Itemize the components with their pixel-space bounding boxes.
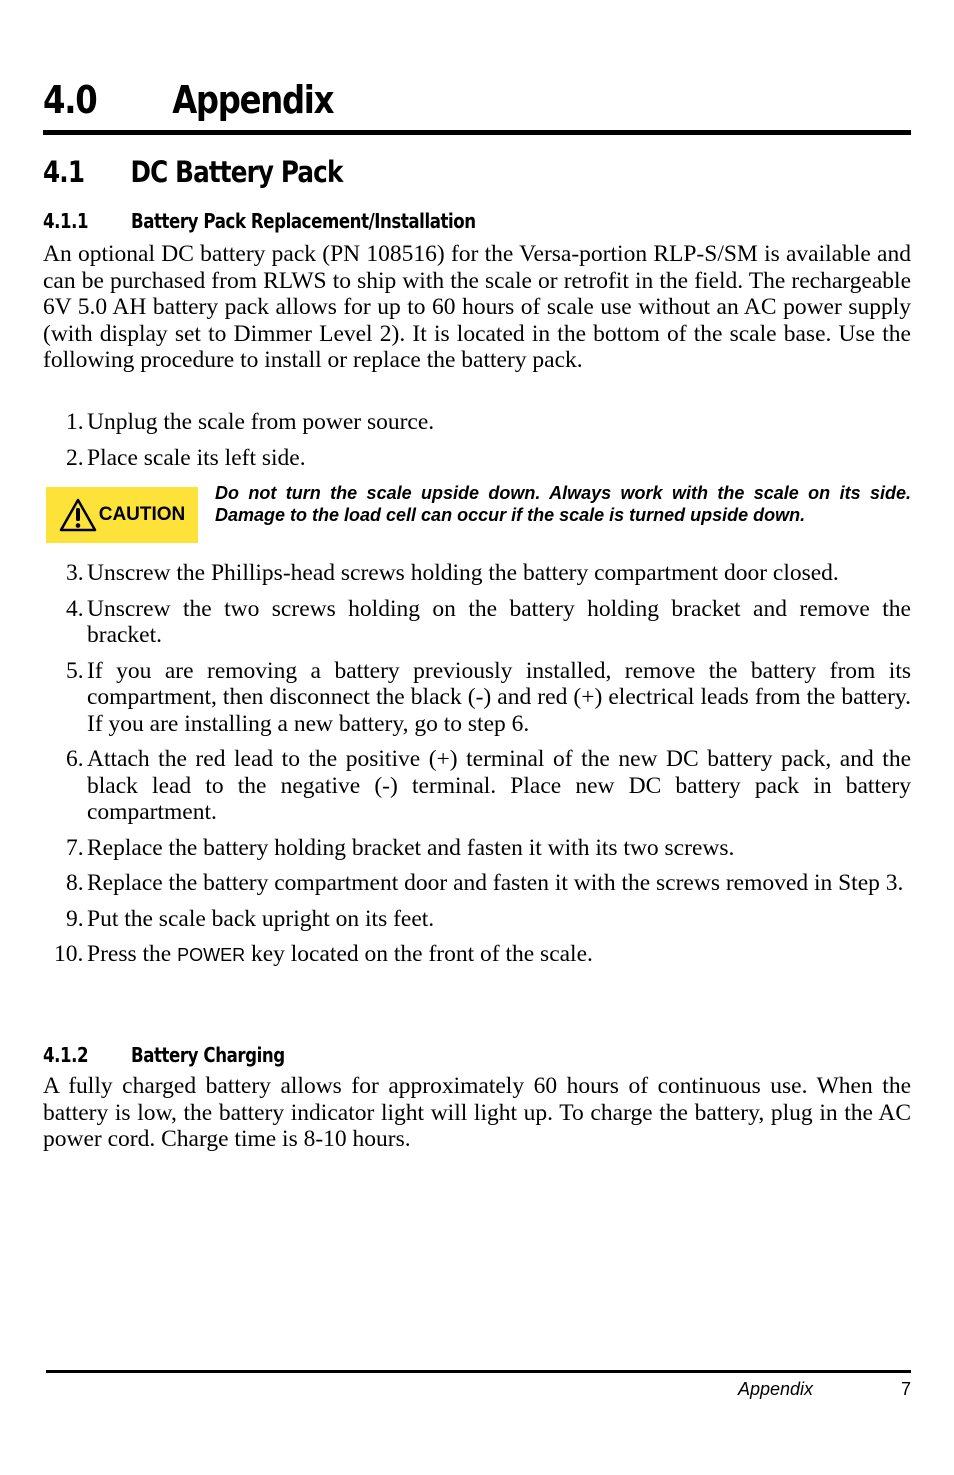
- footer-rule: [46, 1370, 911, 1373]
- heading-number: 4.1: [43, 155, 85, 189]
- list-item: 9. Put the scale back upright on its feet.: [66, 905, 435, 932]
- heading-battery-replacement: [43, 208, 476, 234]
- heading-title: Appendix: [172, 78, 334, 122]
- heading-battery-charging: [43, 1042, 285, 1068]
- heading-title: DC Battery Pack: [130, 155, 343, 189]
- heading-number: 4.0: [43, 78, 97, 122]
- document-page: [43, 0, 911, 1475]
- caution-label: CAUTION: [98, 504, 186, 525]
- warning-triangle-icon: [59, 498, 97, 532]
- list-item: 8. Replace the battery compartment door and fasten it with the screws removed in Step 3.: [66, 870, 904, 896]
- heading-rule: [43, 130, 911, 135]
- list-item: 7. Replace the battery holding bracket and fasten it with its two screws.: [66, 834, 735, 861]
- steps-list-top: [66, 409, 911, 471]
- heading-number: 4.1.1: [43, 209, 89, 233]
- list-item: 4. Unscrew the two screws holding on the battery holding bracket and remove the bracket.: [66, 595, 911, 648]
- heading-dc-battery-pack: [43, 153, 342, 191]
- list-item: 2. Place scale its left side.: [66, 444, 306, 471]
- heading-number: 4.1.2: [43, 1043, 89, 1067]
- power-key-label: POWER: [177, 945, 246, 965]
- heading-appendix: [43, 74, 781, 126]
- charging-paragraph: A fully charged battery allows for approximately 60 hours of continuous use. When the battery is low, the battery indicator light will light up. To charge the battery, plug in the AC power cord. Charge time is 8-10 hours.: [43, 1073, 911, 1152]
- list-item: 3. Unscrew the Phillips-head screws holding the battery compartment door closed.: [66, 560, 839, 586]
- list-item: 1. Unplug the scale from power source.: [66, 409, 435, 435]
- list-item: 5. If you are removing a battery previously installed, remove the battery from its compartment, then disconnect the black (-) and red (+) electrical leads from the battery. If you are installing a new battery, go to step 6.: [66, 657, 911, 737]
- heading-title: Battery Charging: [130, 1043, 285, 1067]
- steps-list-bottom: [54, 560, 911, 969]
- caution-text: Do not turn the scale upside down. Always work with the scale on its side. Damage to the load cell can occur if the scale is turned upside down.: [215, 483, 911, 525]
- list-item: 10. Press the POWER key located on the front of the scale.: [54, 941, 593, 967]
- footer-section-label: Appendix: [738, 1379, 814, 1399]
- list-item: 6. Attach the red lead to the positive (+) terminal of the new DC battery pack, and the black lead to the negative (-) terminal. Place new DC battery pack in battery compartment.: [66, 746, 911, 825]
- heading-title: Battery Pack Replacement/Installation: [130, 209, 476, 233]
- caution-badge: [46, 487, 198, 543]
- page-number: 7: [900, 1379, 911, 1399]
- intro-paragraph: An optional DC battery pack (PN 108516) for the Versa-portion RLP-S/SM is available and can be purchased from RLWS to ship with the scale or retrofit in the field. The rechargeable 6V 5.0 AH battery pack allows for up to 60 hours of scale use without an AC power supply (with display set to Dimmer Level 2). It is located in the bottom of the scale base. Use the following procedure to install or replace the battery pack.: [43, 241, 911, 373]
